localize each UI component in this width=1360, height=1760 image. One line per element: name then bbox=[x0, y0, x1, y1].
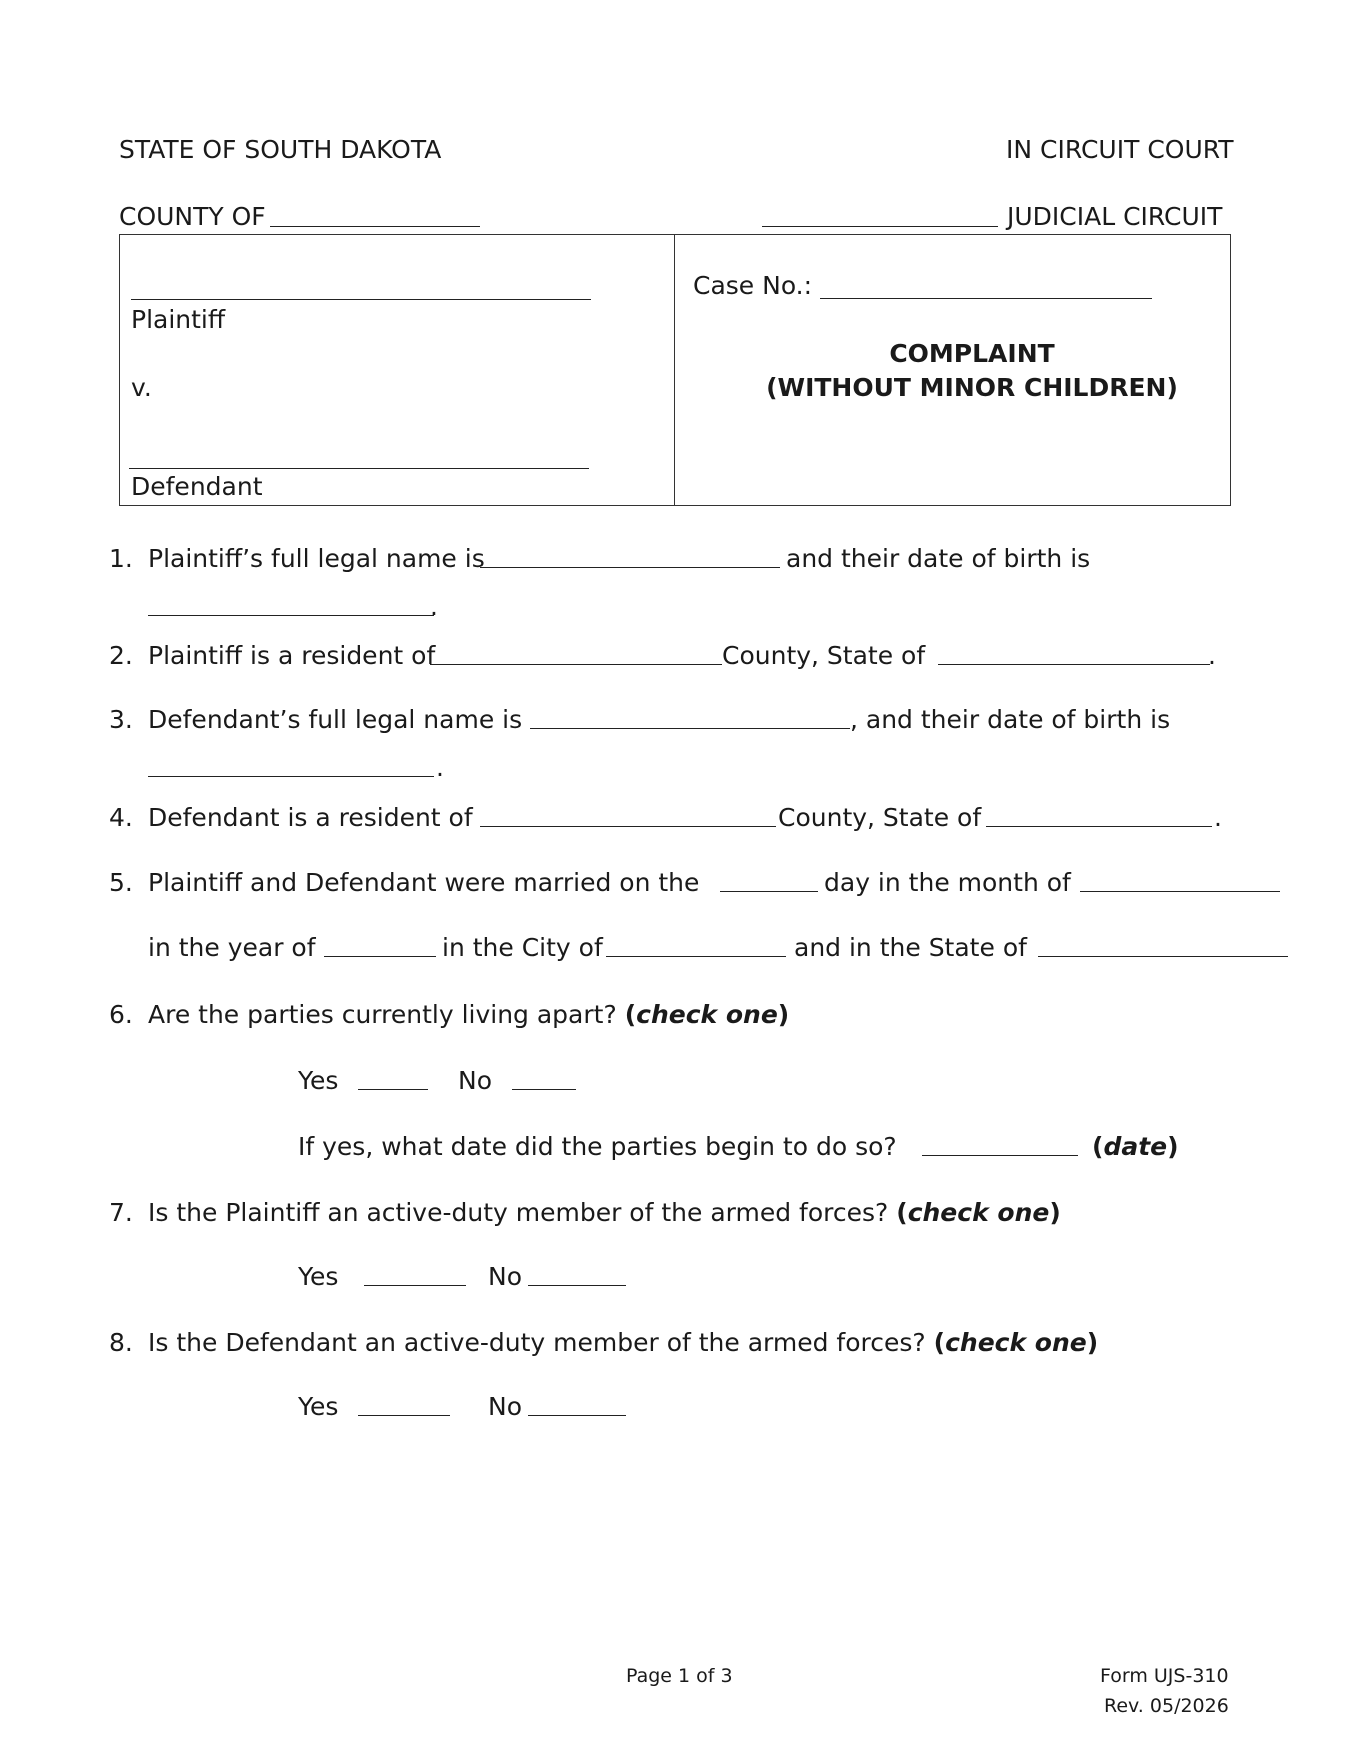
defendant-state-field[interactable] bbox=[986, 826, 1212, 827]
plaintiff-name-field[interactable] bbox=[131, 299, 591, 300]
item6-no-label: No bbox=[458, 1066, 492, 1095]
marriage-state-field[interactable] bbox=[1038, 956, 1288, 957]
item2-period: . bbox=[1208, 641, 1216, 670]
item5-text-e: and in the State of bbox=[794, 933, 1027, 962]
item8-question: Is the Defendant an active-duty member of the armed forces? (check one) bbox=[148, 1328, 1099, 1357]
plaintiff-dob-field[interactable] bbox=[148, 615, 434, 616]
item-number: 3. bbox=[109, 705, 133, 734]
item-number: 7. bbox=[109, 1198, 133, 1227]
county-field[interactable] bbox=[270, 226, 480, 227]
item1-text-b: and their date of birth is bbox=[786, 544, 1091, 573]
item-number: 4. bbox=[109, 803, 133, 832]
document-subtitle: (WITHOUT MINOR CHILDREN) bbox=[766, 373, 1178, 402]
item2-text-b: County, State of bbox=[722, 641, 926, 670]
plaintiff-active-duty-yes-field[interactable] bbox=[364, 1285, 466, 1286]
defendant-label: Defendant bbox=[131, 472, 263, 501]
judicial-circuit-label: JUDICIAL CIRCUIT bbox=[1007, 202, 1223, 231]
separation-date-field[interactable] bbox=[922, 1155, 1078, 1156]
defendant-active-duty-no-field[interactable] bbox=[528, 1415, 626, 1416]
item-number: 2. bbox=[109, 641, 133, 670]
item-number: 5. bbox=[109, 868, 133, 897]
item3-text: Defendant’s full legal name is bbox=[148, 705, 523, 734]
marriage-city-field[interactable] bbox=[606, 956, 786, 957]
defendant-active-duty-yes-field[interactable] bbox=[358, 1415, 450, 1416]
versus-label: v. bbox=[131, 373, 152, 402]
defendant-county-field[interactable] bbox=[480, 826, 776, 827]
plaintiff-full-name-field[interactable] bbox=[480, 567, 780, 568]
defendant-dob-field[interactable] bbox=[148, 776, 434, 777]
caption-box bbox=[119, 234, 1231, 506]
item2-text: Plaintiff is a resident of bbox=[148, 641, 436, 670]
court-heading: IN CIRCUIT COURT bbox=[1006, 135, 1234, 164]
item8-no-label: No bbox=[488, 1392, 522, 1421]
item5-text: Plaintiff and Defendant were married on the bbox=[148, 868, 700, 897]
case-no-field[interactable] bbox=[820, 298, 1152, 299]
check-one-instruction: check one bbox=[945, 1328, 1087, 1357]
state-heading: STATE OF SOUTH DAKOTA bbox=[119, 135, 442, 164]
marriage-day-field[interactable] bbox=[720, 891, 818, 892]
document-title: COMPLAINT bbox=[889, 339, 1055, 368]
form-number: Form UJS-310 bbox=[1100, 1665, 1229, 1687]
plaintiff-active-duty-no-field[interactable] bbox=[528, 1285, 626, 1286]
caption-divider bbox=[674, 234, 675, 506]
page-number: Page 1 of 3 bbox=[626, 1665, 733, 1687]
item6-ifyes-text: If yes, what date did the parties begin to do so? bbox=[298, 1132, 897, 1161]
defendant-full-name-field[interactable] bbox=[530, 728, 850, 729]
item5-text-c: in the year of bbox=[148, 933, 316, 962]
item8-yes-label: Yes bbox=[298, 1392, 339, 1421]
living-apart-no-field[interactable] bbox=[512, 1089, 576, 1090]
date-instruction: (date) bbox=[1092, 1132, 1179, 1161]
plaintiff-county-field[interactable] bbox=[430, 664, 722, 665]
county-label: COUNTY OF bbox=[119, 202, 266, 231]
defendant-name-field[interactable] bbox=[129, 468, 589, 469]
plaintiff-state-field[interactable] bbox=[938, 664, 1210, 665]
item6-yes-label: Yes bbox=[298, 1066, 339, 1095]
item3-text-b: , and their date of birth is bbox=[850, 705, 1171, 734]
item-number: 6. bbox=[109, 1000, 133, 1029]
item7-no-label: No bbox=[488, 1262, 522, 1291]
judicial-circuit-field[interactable] bbox=[762, 226, 998, 227]
living-apart-yes-field[interactable] bbox=[358, 1089, 428, 1090]
item4-period: . bbox=[1214, 803, 1222, 832]
item4-text-b: County, State of bbox=[778, 803, 982, 832]
item3-period: . bbox=[436, 753, 444, 782]
item-number: 1. bbox=[109, 544, 133, 573]
plaintiff-label: Plaintiff bbox=[131, 305, 226, 334]
item1-period: . bbox=[430, 592, 438, 621]
check-one-instruction: check one bbox=[636, 1000, 778, 1029]
item7-question: Is the Plaintiff an active-duty member of the armed forces? (check one) bbox=[148, 1198, 1061, 1227]
revision-date: Rev. 05/2026 bbox=[1104, 1695, 1229, 1717]
marriage-year-field[interactable] bbox=[324, 956, 436, 957]
item1-text: Plaintiff’s full legal name is bbox=[148, 544, 485, 573]
item5-text-b: day in the month of bbox=[824, 868, 1071, 897]
marriage-month-field[interactable] bbox=[1080, 891, 1280, 892]
case-no-label: Case No.: bbox=[693, 271, 813, 300]
item-number: 8. bbox=[109, 1328, 133, 1357]
item4-text: Defendant is a resident of bbox=[148, 803, 473, 832]
check-one-instruction: check one bbox=[907, 1198, 1050, 1227]
item6-question: Are the parties currently living apart? (check one) bbox=[148, 1000, 790, 1029]
item5-text-d: in the City of bbox=[442, 933, 603, 962]
item7-yes-label: Yes bbox=[298, 1262, 339, 1291]
